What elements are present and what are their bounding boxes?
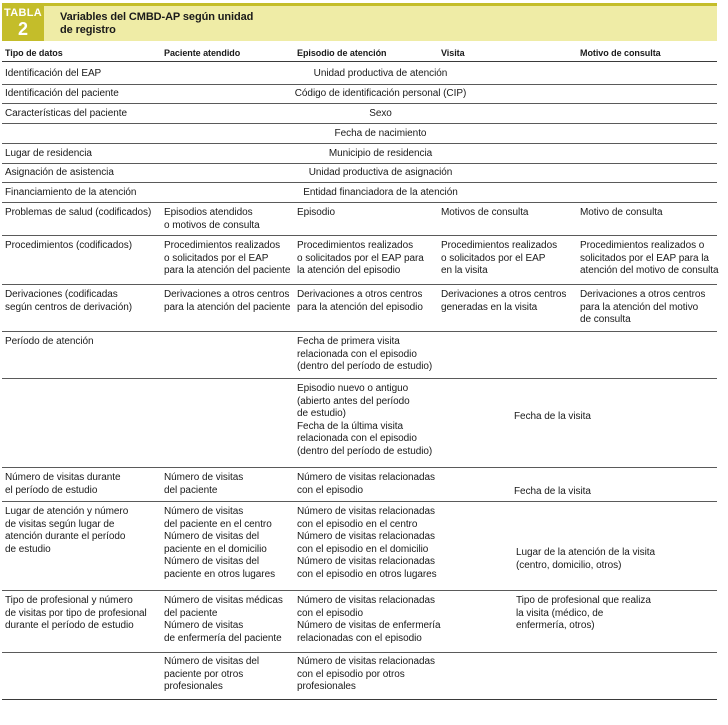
table-cell: Número de visitas relacionadas con el episodio en el centro Número de visitas relacionadas con el episodio en el domicilio Número de visitas relacionadas con el episodio en otros lugares xyxy=(297,506,437,580)
table-cell: Número de visitas del paciente por otros profesionales xyxy=(164,656,260,692)
row-divider xyxy=(2,284,717,285)
table-cell: Fecha de nacimiento xyxy=(334,128,427,139)
table-cell: Episodio nuevo o antiguo (abierto antes del período de estudio) Fecha de la última visita relacionada con el episodio (dentro del período de estudio) xyxy=(297,383,433,457)
row-label: Número de visitas durante el período de estudio xyxy=(5,472,121,496)
table-cell: Episodios atendidos o motivos de consulta xyxy=(164,207,260,231)
table-number: 2 xyxy=(17,19,28,39)
table-cell: Número de visitas relacionadas con el episodio por otros profesionales xyxy=(297,656,436,692)
table-cell: Código de identificación personal (CIP) xyxy=(294,88,467,99)
table-cell: Número de visitas del paciente en el centro Número de visitas del paciente en el domicilio Número de visitas del paciente en otros lugares xyxy=(164,506,276,580)
row-label: Características del paciente xyxy=(5,108,127,119)
table-cell: Procedimientos realizados o solicitados por el EAP en la visita xyxy=(441,240,558,276)
row-label: Problemas de salud (codificados) xyxy=(5,207,152,218)
table-cell: Número de visitas relacionadas con el episodio xyxy=(297,472,436,496)
table-cell: Derivaciones a otros centros generadas en la visita xyxy=(441,289,567,313)
table-bottom-rule xyxy=(2,699,717,700)
row-divider xyxy=(2,652,717,653)
table-cell: Unidad productiva de asignación xyxy=(308,167,453,178)
table-cell: Motivos de consulta xyxy=(441,207,529,218)
table-cell: Derivaciones a otros centros para la atención del motivo de consulta xyxy=(580,289,706,325)
table-cell: Fecha de la visita xyxy=(514,486,591,497)
table-cell: Fecha de primera visita relacionada con el episodio (dentro del período de estudio) xyxy=(297,336,433,372)
row-label: Tipo de profesional y número de visitas por tipo de profesional durante el período de estudio xyxy=(5,595,147,631)
row-divider xyxy=(2,590,717,591)
table-header xyxy=(2,3,717,41)
row-label: Procedimientos (codificados) xyxy=(5,240,132,251)
table-cell: Procedimientos realizados o solicitados por el EAP para la atención del motivo de consulta xyxy=(580,240,719,276)
col-header-visita: Visita xyxy=(441,48,465,58)
row-divider xyxy=(2,202,717,203)
table-cell: Lugar de la atención de la visita (centro, domicilio, otros) xyxy=(516,547,655,571)
row-divider xyxy=(2,84,717,85)
row-divider xyxy=(2,235,717,236)
table-label: TABLA xyxy=(4,7,42,19)
table-cell: Tipo de profesional que realiza la visita (médico, de enfermería, otros) xyxy=(516,595,651,631)
col-header-episodio: Episodio de atención xyxy=(297,48,387,58)
col-header-tipo: Tipo de datos xyxy=(5,48,63,58)
table-cell: Derivaciones a otros centros para la atención del paciente xyxy=(164,289,291,313)
row-divider xyxy=(2,467,717,468)
row-divider xyxy=(2,143,717,144)
table-cell: Unidad productiva de atención xyxy=(313,68,448,79)
table-cell: Entidad financiadora de la atención xyxy=(303,187,458,198)
table-cell: Derivaciones a otros centros para la atención del episodio xyxy=(297,289,423,313)
row-divider xyxy=(2,182,717,183)
table-cell: Fecha de la visita xyxy=(514,411,591,422)
row-label: Identificación del EAP xyxy=(5,68,102,79)
table-cell: Sexo xyxy=(369,108,392,119)
header-divider xyxy=(2,61,717,62)
table-cell: Motivo de consulta xyxy=(580,207,663,218)
row-divider xyxy=(2,123,717,124)
table-number-badge xyxy=(2,6,44,41)
row-divider xyxy=(2,331,717,332)
table-cell: Número de visitas médicas del paciente Número de visitas de enfermería del paciente xyxy=(164,595,283,644)
row-label: Período de atención xyxy=(5,336,94,347)
table-cell: Episodio xyxy=(297,207,335,218)
row-divider xyxy=(2,103,717,104)
table-cell: Procedimientos realizados o solicitados por el EAP para la atención del paciente xyxy=(164,240,291,276)
row-label: Identificación del paciente xyxy=(5,88,119,99)
row-divider xyxy=(2,501,717,502)
row-label: Lugar de residencia xyxy=(5,148,92,159)
row-label: Asignación de asistencia xyxy=(5,167,114,178)
table-title: Variables del CMBD-AP según unidad de registro xyxy=(60,11,254,36)
row-divider xyxy=(2,378,717,379)
row-label: Derivaciones (codificadas según centros de derivación) xyxy=(5,289,133,313)
table-cell: Municipio de residencia xyxy=(328,148,433,159)
col-header-motivo: Motivo de consulta xyxy=(580,48,661,58)
table-cell: Número de visitas del paciente xyxy=(164,472,244,496)
row-label: Lugar de atención y número de visitas según lugar de atención durante el período de estudio xyxy=(5,506,129,555)
col-header-paciente: Paciente atendido xyxy=(164,48,241,58)
table-cell: Procedimientos realizados o solicitados por el EAP para la atención del episodio xyxy=(297,240,424,276)
row-label: Financiamiento de la atención xyxy=(5,187,137,198)
row-divider xyxy=(2,163,717,164)
table-cell: Número de visitas relacionadas con el episodio Número de visitas de enfermería relacionadas con el episodio xyxy=(297,595,441,644)
